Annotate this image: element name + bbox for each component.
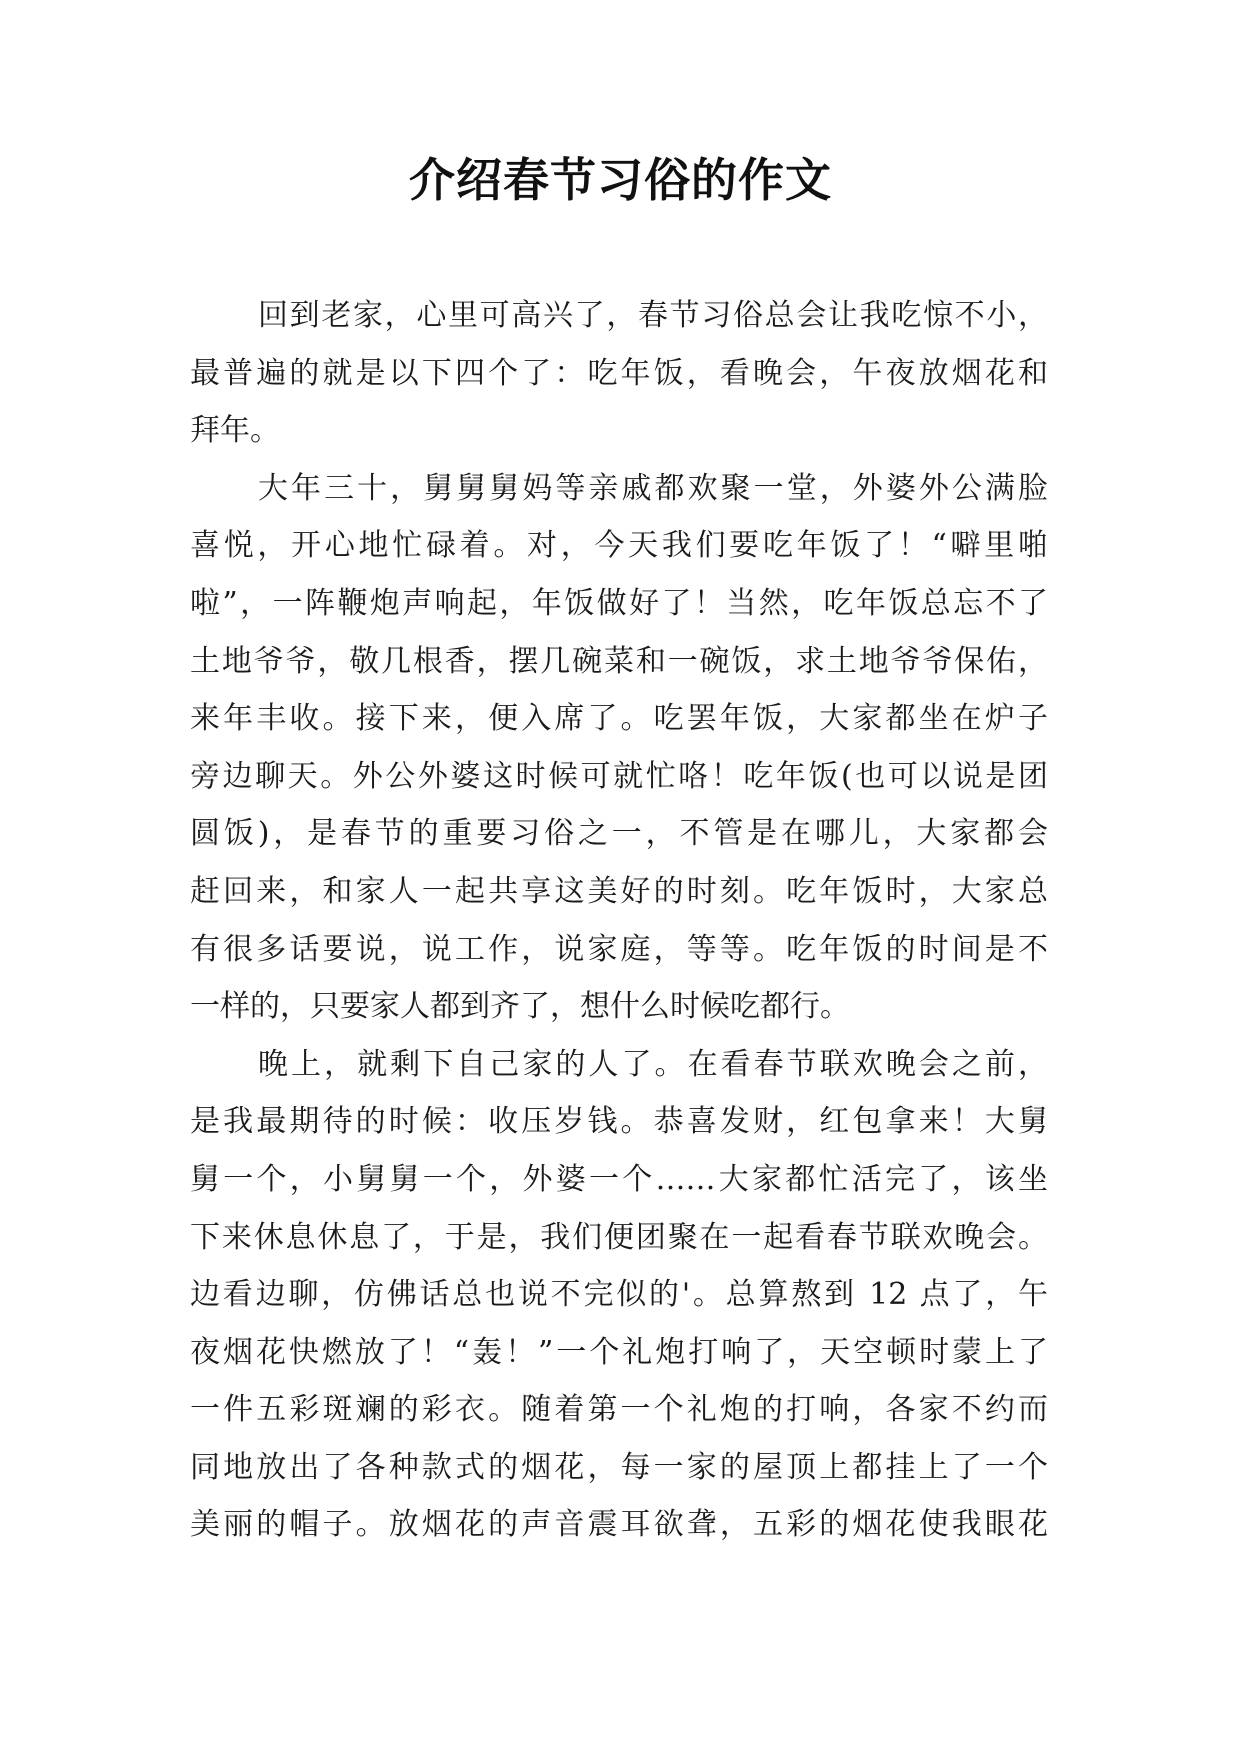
document-title: 介绍春节习俗的作文 <box>409 153 832 207</box>
text-line: 美丽的帽子。放烟花的声音震耳欲聋，五彩的烟花使我眼花 <box>190 1507 1048 1543</box>
text-line: 有很多话要说，说工作，说家庭，等等。吃年饭的时间是不 <box>190 931 1048 967</box>
paragraph-2 <box>190 460 1048 1036</box>
text-line: 夜烟花快燃放了！“轰！”一个礼炮打响了，天空顿时蒙上了 <box>190 1334 1048 1370</box>
text-line: 晚上，就剩下自己家的人了。在看春节联欢晚会之前， <box>258 1046 1048 1082</box>
text-line: 喜悦，开心地忙碌着。对，今天我们要吃年饭了！“噼里啪 <box>190 528 1048 564</box>
paragraph-3 <box>190 1036 1048 1554</box>
text-line: 旁边聊天。外公外婆这时候可就忙咯！吃年饭(也可以说是团 <box>190 758 1048 794</box>
text-line: 土地爷爷，敬几根香，摆几碗菜和一碗饭，求土地爷爷保佑， <box>190 643 1048 679</box>
text-line: 一件五彩斑斓的彩衣。随着第一个礼炮的打响，各家不约而 <box>190 1392 1048 1428</box>
paragraph-1 <box>190 287 1048 460</box>
text-line: 赶回来，和家人一起共享这美好的时刻。吃年饭时，大家总 <box>190 873 1048 909</box>
text-line: 一样的，只要家人都到齐了，想什么时候吃都行。 <box>190 989 850 1025</box>
text-line: 来年丰收。接下来，便入席了。吃罢年饭，大家都坐在炉子 <box>190 701 1048 737</box>
text-line: 同地放出了各种款式的烟花，每一家的屋顶上都挂上了一个 <box>190 1449 1048 1485</box>
document-body <box>190 287 1048 1554</box>
text-line: 最普遍的就是以下四个了：吃年饭，看晚会，午夜放烟花和 <box>190 355 1048 391</box>
text-line: 拜年。 <box>190 413 280 449</box>
text-line: 回到老家，心里可高兴了，春节习俗总会让我吃惊不小， <box>258 298 1048 333</box>
text-line: 下来休息休息了，于是，我们便团聚在一起看春节联欢晚会。 <box>190 1219 1048 1255</box>
text-line: 大年三十，舅舅舅妈等亲戚都欢聚一堂，外婆外公满脸 <box>258 470 1048 506</box>
text-line: 啦”，一阵鞭炮声响起，年饭做好了！当然，吃年饭总忘不了 <box>190 585 1048 621</box>
text-line: 是我最期待的时候：收压岁钱。恭喜发财，红包拿来！大舅 <box>190 1104 1048 1140</box>
text-line: 舅一个，小舅舅一个，外婆一个……大家都忙活完了，该坐 <box>190 1161 1048 1197</box>
text-line: 圆饭)，是春节的重要习俗之一，不管是在哪儿，大家都会 <box>190 816 1048 852</box>
text-line: 边看边聊，仿佛话总也说不完似的'。总算熬到 12 点了，午 <box>190 1277 1048 1313</box>
